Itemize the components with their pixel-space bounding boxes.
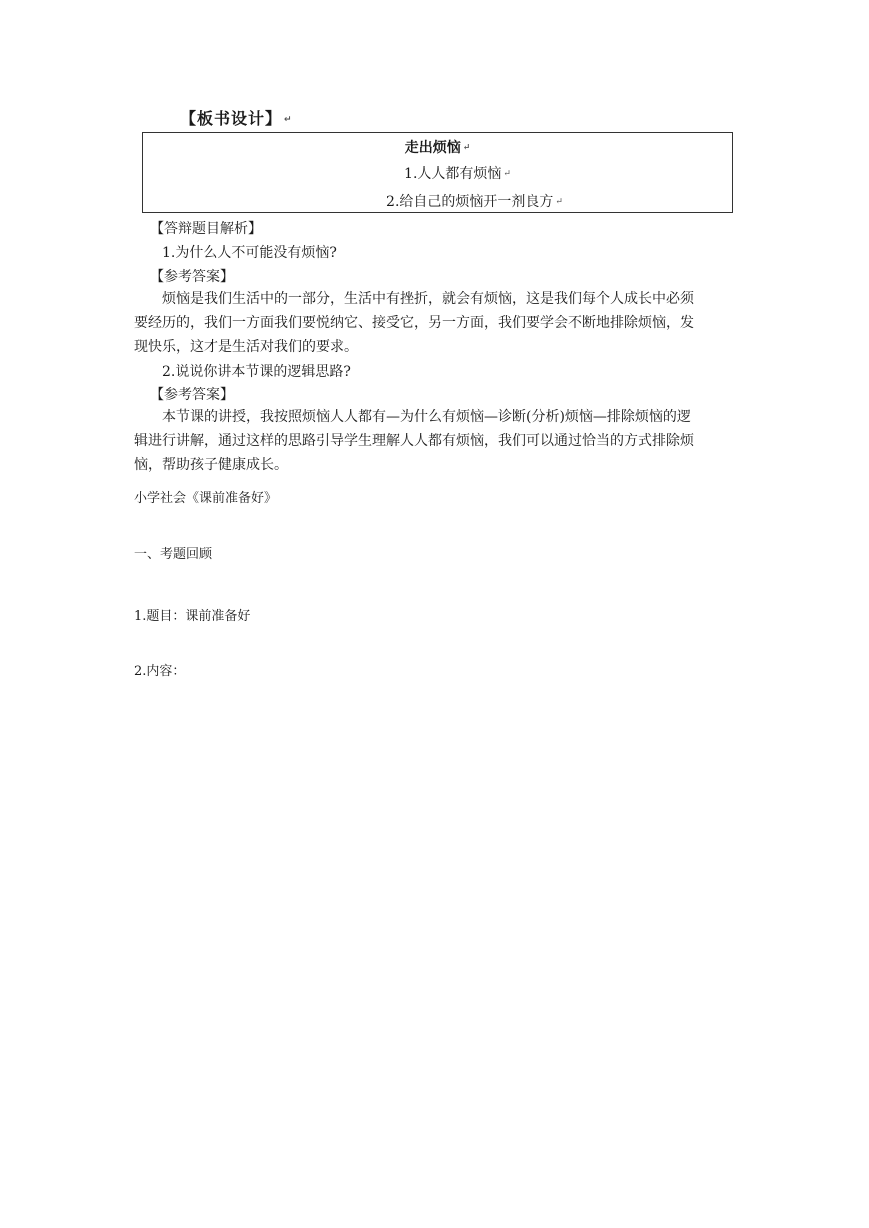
answer-2-line-1: 本节课的讲授，我按照烦恼人人都有—为什么有烦恼—诊断(分析)烦恼—排除烦恼的逻: [162, 409, 691, 425]
answer-2-label: 【参考答案】: [150, 387, 234, 403]
question-1: 1.为什么人不可能没有烦恼?: [162, 245, 337, 261]
board-design-heading: [180, 106, 293, 129]
answer-2-line-3: 恼，帮助孩子健康成长。: [134, 457, 288, 473]
question-2: 2.说说你讲本节课的逻辑思路?: [162, 364, 351, 380]
board-point-1: 1.人人都有烦恼 ↵: [404, 166, 511, 182]
topic-item-1: 1.题目：课前准备好: [134, 609, 251, 624]
return-mark-icon: ↵: [462, 143, 471, 153]
board-design-heading-text: 【板书设计】: [180, 109, 283, 128]
answer-1-label: 【参考答案】: [150, 269, 234, 285]
return-mark-icon: ↵: [284, 114, 293, 125]
topic-item-2: 2.内容：: [134, 664, 186, 679]
review-section-heading: 一、考题回顾: [134, 547, 213, 562]
answer-1-line-1: 烦恼是我们生活中的一部分，生活中有挫折，就会有烦恼，这是我们每个人成长中必须: [162, 291, 694, 307]
return-mark-icon: ↵: [555, 197, 563, 207]
answer-2-line-2: 辑进行讲解，通过这样的思路引导学生理解人人都有烦恼，我们可以通过恰当的方式排除烦: [134, 433, 694, 449]
board-point-2: 2.给自己的烦恼开一剂良方 ↵: [386, 194, 563, 210]
board-design-box: [142, 132, 733, 213]
qa-section-title: 【答辩题目解析】: [150, 221, 262, 237]
board-title: 走出烦恼 ↵: [404, 140, 471, 156]
next-topic-title: 小学社会《课前准备好》: [134, 491, 278, 506]
return-mark-icon: ↵: [503, 169, 511, 179]
answer-1-line-3: 现快乐，这才是生活对我们的要求。: [134, 339, 358, 355]
answer-1-line-2: 要经历的，我们一方面我们要悦纳它、接受它，另一方面，我们要学会不断地排除烦恼，发: [134, 315, 694, 331]
